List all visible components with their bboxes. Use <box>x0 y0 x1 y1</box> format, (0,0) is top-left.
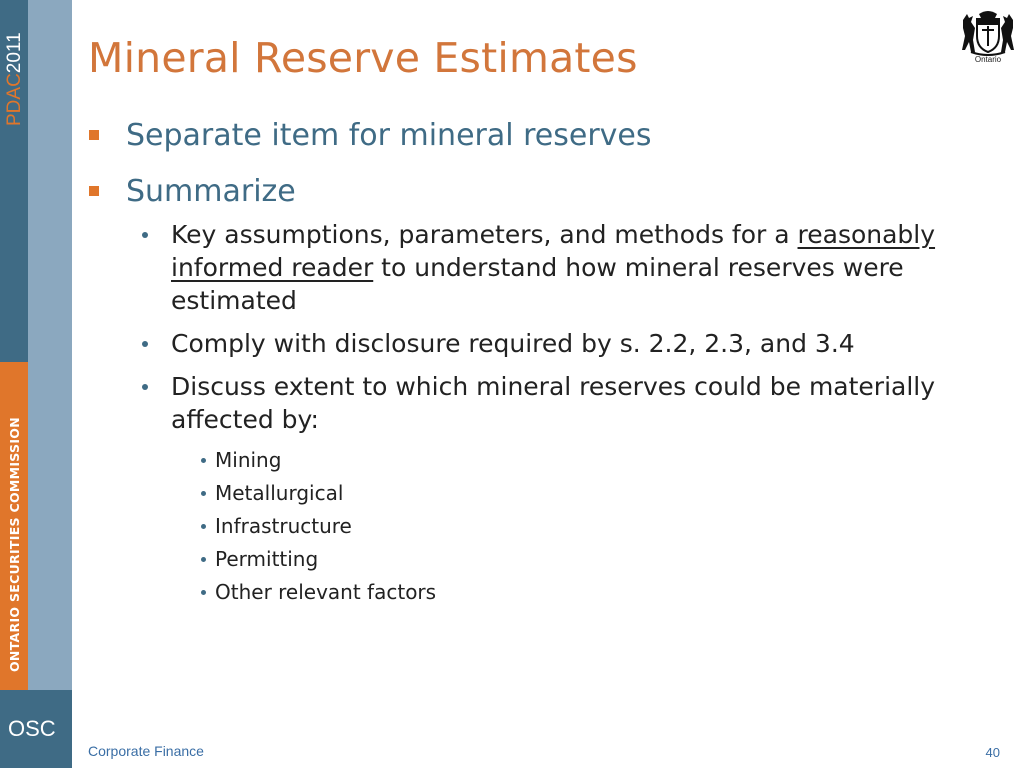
sub-bullet-text: Key assumptions, parameters, and methods for a <box>171 220 798 249</box>
dot-bullet-icon <box>142 341 148 347</box>
bullet-summarize <box>88 174 988 605</box>
pdac-text: PDAC <box>4 73 25 126</box>
dot-bullet-icon <box>201 458 206 463</box>
square-bullet-icon <box>89 130 99 140</box>
factor-text: Other relevant factors <box>215 580 437 604</box>
main-bullet-list <box>88 118 988 605</box>
slide-content <box>88 118 988 615</box>
pdac-2011-label <box>1 2 27 128</box>
factor-text: Permitting <box>215 547 319 571</box>
sub-bullet-key-assumptions <box>126 218 991 317</box>
factor-text: Mining <box>215 448 282 472</box>
osc-vertical-label <box>1 372 27 682</box>
footer-section-label: Corporate Finance <box>88 743 204 759</box>
factors-list <box>171 448 991 605</box>
svg-text:PDAC2011 <box>4 32 25 126</box>
dot-bullet-icon <box>201 491 206 496</box>
sub-bullet-comply <box>126 327 991 360</box>
factor-item <box>171 547 991 572</box>
sub-bullet-text: Discuss extent to which mineral reserves could be materially affected by: <box>171 372 936 434</box>
dot-bullet-icon <box>201 590 206 595</box>
dot-bullet-icon <box>201 557 206 562</box>
page-number: 40 <box>985 745 1000 760</box>
sidebar-light-band <box>28 0 72 690</box>
bullet-text: Summarize <box>126 174 296 209</box>
factor-text: Metallurgical <box>215 481 344 505</box>
bullet-separate-item <box>88 118 988 154</box>
page-title: Mineral Reserve Estimates <box>88 34 638 82</box>
bullet-text: Separate item for mineral reserves <box>126 118 652 153</box>
osc-logo: OSC <box>8 716 56 741</box>
factor-item <box>171 514 991 539</box>
sub-bullet-discuss <box>126 370 991 605</box>
underlined-phrase: reasonably informed reader <box>171 220 936 282</box>
year-text: 2011 <box>4 32 25 74</box>
sub-bullet-text: to understand how mineral reserves were estimated <box>171 253 904 315</box>
crest-caption: Ontario <box>974 55 1002 64</box>
dot-bullet-icon <box>201 524 206 529</box>
org-name: ONTARIO SECURITIES COMMISSION <box>7 417 22 672</box>
dot-bullet-icon <box>142 232 148 238</box>
summarize-sub-list <box>126 218 988 605</box>
sub-bullet-text: Comply with disclosure required by s. 2.2, 2.3, and 3.4 <box>171 329 855 358</box>
dot-bullet-icon <box>142 384 148 390</box>
factor-item <box>171 580 991 605</box>
square-bullet-icon <box>89 186 99 196</box>
factor-item <box>171 448 991 473</box>
factor-text: Infrastructure <box>215 514 352 538</box>
factor-item <box>171 481 991 506</box>
